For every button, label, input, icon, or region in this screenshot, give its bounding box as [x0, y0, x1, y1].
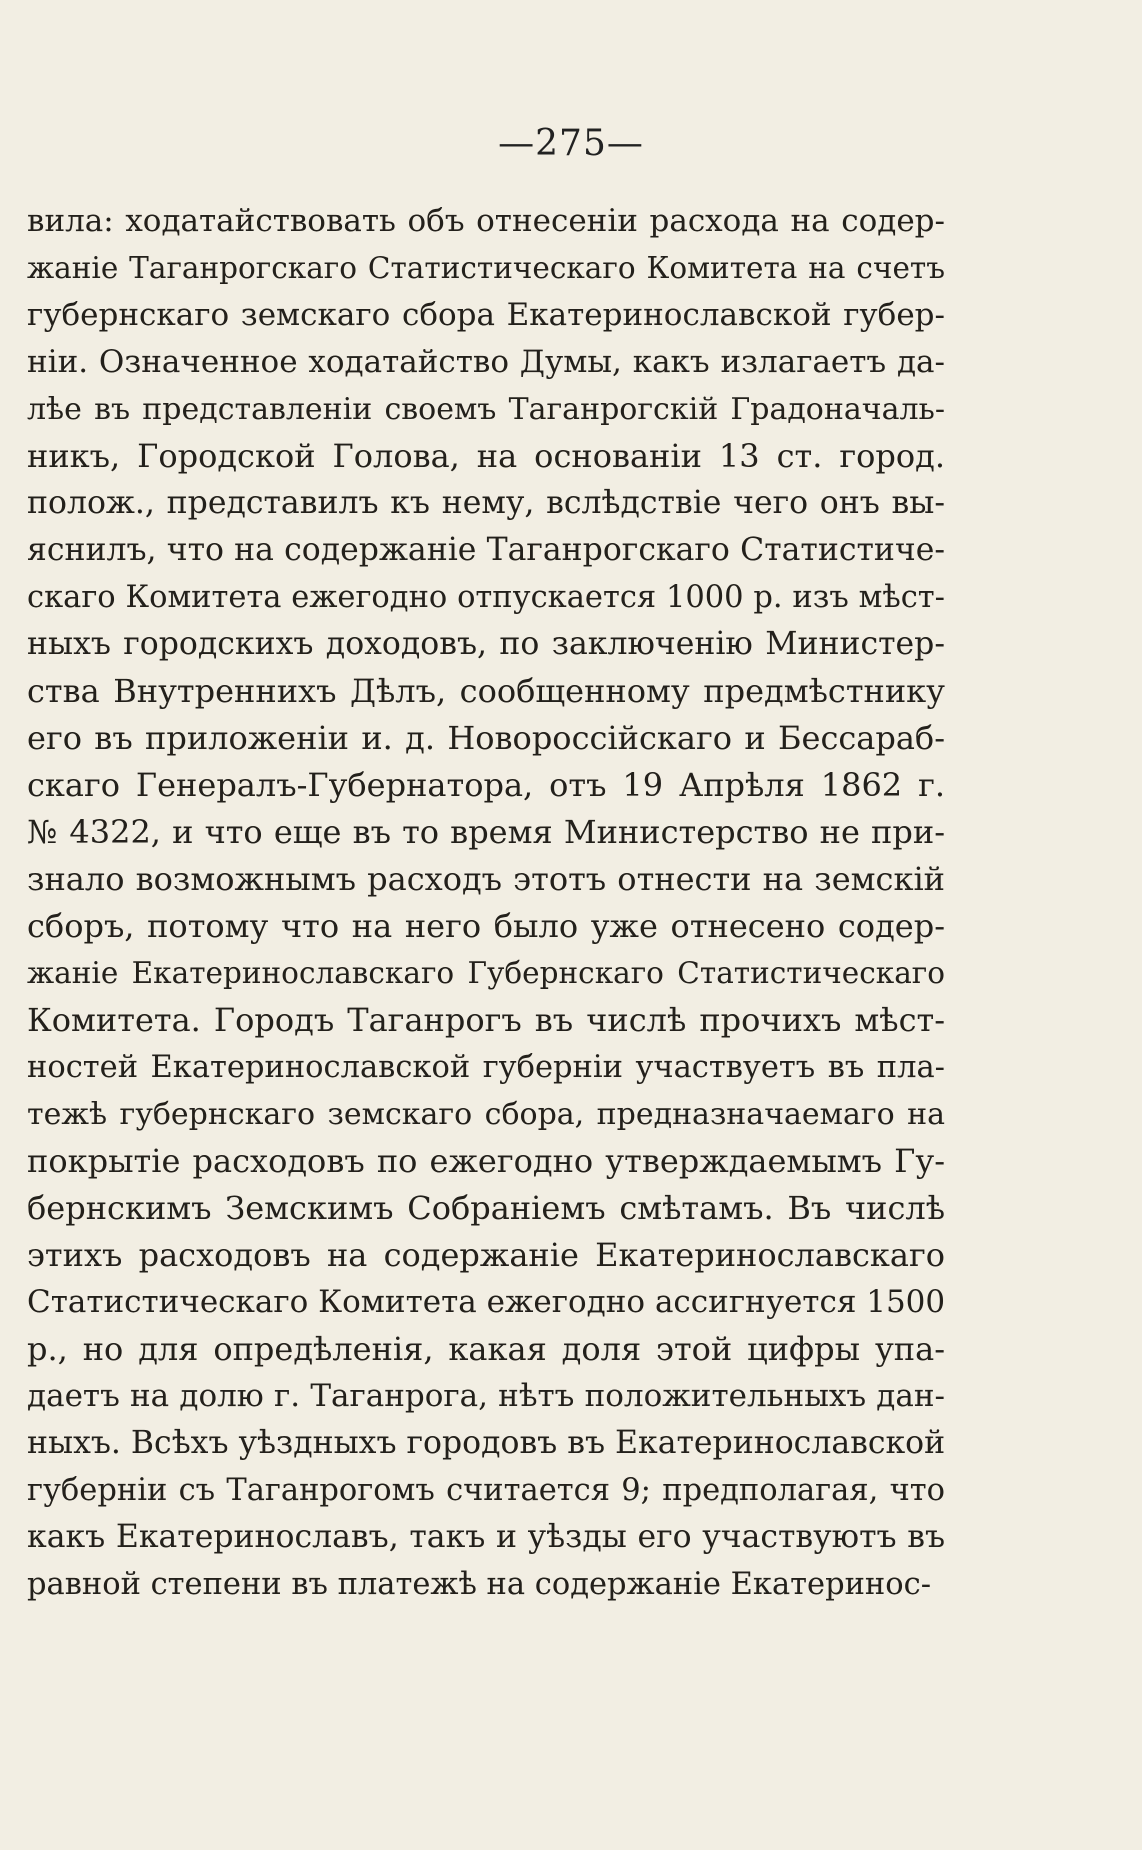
text-line: ныхъ городскихъ доходовъ, по заключенію Министер- — [27, 626, 945, 662]
text-line: знало возможнымъ расходъ этотъ отнести на земскій — [27, 860, 945, 898]
text-line: никъ, Городской Голова, на основаніи 13 ст. город. — [27, 437, 945, 475]
body-text — [27, 198, 945, 1608]
text-line: яснилъ, что на содержаніе Таганрогскаго Статистиче- — [27, 532, 945, 568]
text-line: этихъ расходовъ на содержаніе Екатеринославскаго — [27, 1236, 945, 1274]
text-line: жаніе Екатеринославскаго Губернскаго Статистическаго — [27, 956, 945, 990]
text-line: Комитета. Городъ Таганрогъ въ числѣ прочихъ мѣст- — [27, 1001, 945, 1039]
page-number: —275— — [498, 123, 644, 164]
text-line: какъ Екатеринославъ, такъ и уѣзды его участвуютъ въ — [27, 1519, 945, 1555]
text-line: бернскимъ Земскимъ Собраніемъ смѣтамъ. Въ числѣ — [27, 1189, 945, 1227]
text-line: полож., представилъ къ нему, вслѣдствіе чего онъ вы- — [27, 485, 945, 521]
text-line: равной степени въ платежѣ на содержаніе Екатеринос- — [27, 1567, 931, 1602]
text-line: р., но для опредѣленія, какая доля этой цифры упа- — [27, 1330, 945, 1368]
text-line: ныхъ. Всѣхъ уѣздныхъ городовъ въ Екатеринославской — [27, 1425, 946, 1461]
text-line: его въ приложеніи и. д. Новороссійскаго и Бессараб- — [27, 719, 945, 757]
text-line: ностей Екатеринославской губерніи участвуетъ въ пла- — [27, 1050, 945, 1085]
text-line: губернскаго земскаго сбора Екатеринославской губер- — [27, 297, 945, 333]
text-line: лѣе въ представленіи своемъ Таганрогскій Градоначаль- — [27, 392, 945, 427]
text-line: ніи. Означенное ходатайство Думы, какъ излагаетъ да- — [27, 344, 945, 380]
text-line: губерніи съ Таганрогомъ считается 9; предполагая, что — [27, 1473, 945, 1508]
text-line: Статистическаго Комитета ежегодно ассигнуется 1500 — [27, 1284, 946, 1320]
text-line: тежѣ губернскаго земскаго сбора, предназначаемаго на — [27, 1097, 945, 1132]
text-line: вила: ходатайствовать объ отнесеніи расхода на содер- — [27, 203, 945, 239]
text-line: даетъ на долю г. Таганрога, нѣтъ положительныхъ дан- — [27, 1378, 945, 1414]
text-line: ства Внутреннихъ Дѣлъ, сообщенному предмѣстнику — [27, 672, 945, 710]
text-line: скаго Генералъ-Губернатора, отъ 19 Апрѣля 1862 г. — [27, 766, 945, 804]
text-line: № 4322, и что еще въ то время Министерство не при- — [27, 813, 945, 851]
text-line: сборъ, потому что на него было уже отнесено содер- — [27, 907, 945, 945]
text-line: скаго Комитета ежегодно отпускается 1000 р. изъ мѣст- — [27, 580, 945, 615]
text-line: покрытіе расходовъ по ежегодно утверждаемымъ Гу- — [27, 1142, 945, 1180]
text-line: жаніе Таганрогскаго Статистическаго Комитета на счетъ — [27, 251, 945, 285]
